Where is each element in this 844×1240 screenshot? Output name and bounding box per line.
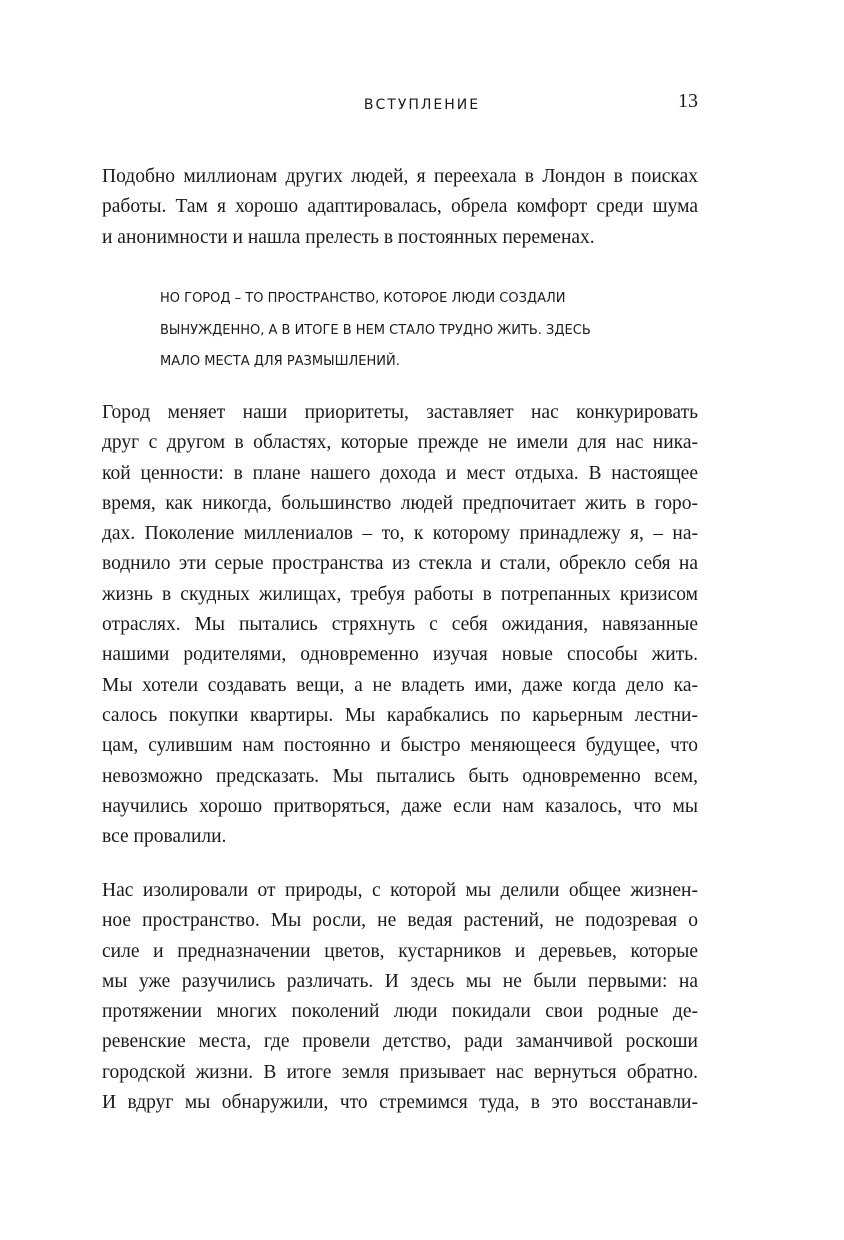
text-line: Нас изолировали от природы, с которой мы делили общее жизнен- [102,880,698,901]
text-line: дах. Поколение миллениалов – то, к которому принадлежу я, – на- [102,523,698,545]
text-line: салось покупки квартиры. Мы карабкались по карьерным лестни- [102,704,698,726]
text-line: время, как никогда, большинство людей предпочитает жить в горо- [102,492,698,514]
text-line: ное пространство. Мы росли, не ведая растений, не подозревая о [102,910,698,932]
pull-quote-line: ВЫНУЖДЕННО, А В ИТОГЕ В НЕМ СТАЛО ТРУДНО ЖИТЬ. ЗДЕСЬ [160,322,591,338]
pull-quote-line: МАЛО МЕСТА ДЛЯ РАЗМЫШЛЕНИЙ. [160,354,400,369]
text-line: И вдруг мы обнаружили, что стремимся туда, в это восстанавли- [102,1092,698,1114]
text-line: городской жизни. В итоге земля призывает нас вернуться обратно. [102,1061,698,1083]
text-line: работы. Там я хорошо адаптировалась, обрела комфорт среди шума [102,196,698,218]
text-line: мы уже разучились различать. И здесь мы не были первыми: на [102,970,698,992]
text-line: Мы хотели создавать вещи, а не владеть ими, даже когда дело ка- [102,674,698,696]
text-line: невозможно предсказать. Мы пытались быть одновременно всем, [102,765,698,787]
text-line: протяжении многих поколений люди покидали свои родные де- [102,1001,698,1023]
text-line: Подобно миллионам других людей, я переехала в Лондон в поисках [102,166,698,187]
text-line: воднило эти серые пространства из стекла и стали, обрекло себя на [102,553,698,575]
paragraph-1 [102,162,698,253]
text-line: нашими родителями, одновременно изучая новые способы жить. [102,644,698,666]
text-line: силе и предназначении цветов, кустарников и деревьев, которые [102,940,698,962]
paragraph-3 [102,876,698,1118]
text-line: все провалили. [102,826,227,848]
running-head: ВСТУПЛЕНИЕ [363,97,481,113]
page-number: 13 [678,90,698,112]
text-line: жизнь в скудных жилищах, требуя работы в потрепанных кризисом [102,583,698,605]
text-line: научились хорошо притворяться, даже если нам казалось, что мы [102,795,698,817]
text-line: цам, сулившим нам постоянно и быстро меняющееся будущее, что [102,735,698,757]
text-line: и анонимности и нашла прелесть в постоянных переменах. [102,226,595,248]
text-line: кой ценности: в плане нашего дохода и мест отдыха. В настоящее [102,462,698,484]
pull-quote [160,283,660,378]
text-line: ревенские места, где провели детство, ради заманчивой роскоши [102,1031,698,1053]
text-line: Город меняет наши приоритеты, заставляет нас конкурировать [102,402,698,423]
text-line: отраслях. Мы пытались стряхнуть с себя ожидания, навязанные [102,614,698,636]
pull-quote-line: НО ГОРОД – ТО ПРОСТРАНСТВО, КОТОРОЕ ЛЮДИ СОЗДАЛИ [160,291,566,306]
text-line: друг с другом в областях, которые прежде не имели для нас ника- [102,432,698,454]
paragraph-2 [102,398,698,852]
